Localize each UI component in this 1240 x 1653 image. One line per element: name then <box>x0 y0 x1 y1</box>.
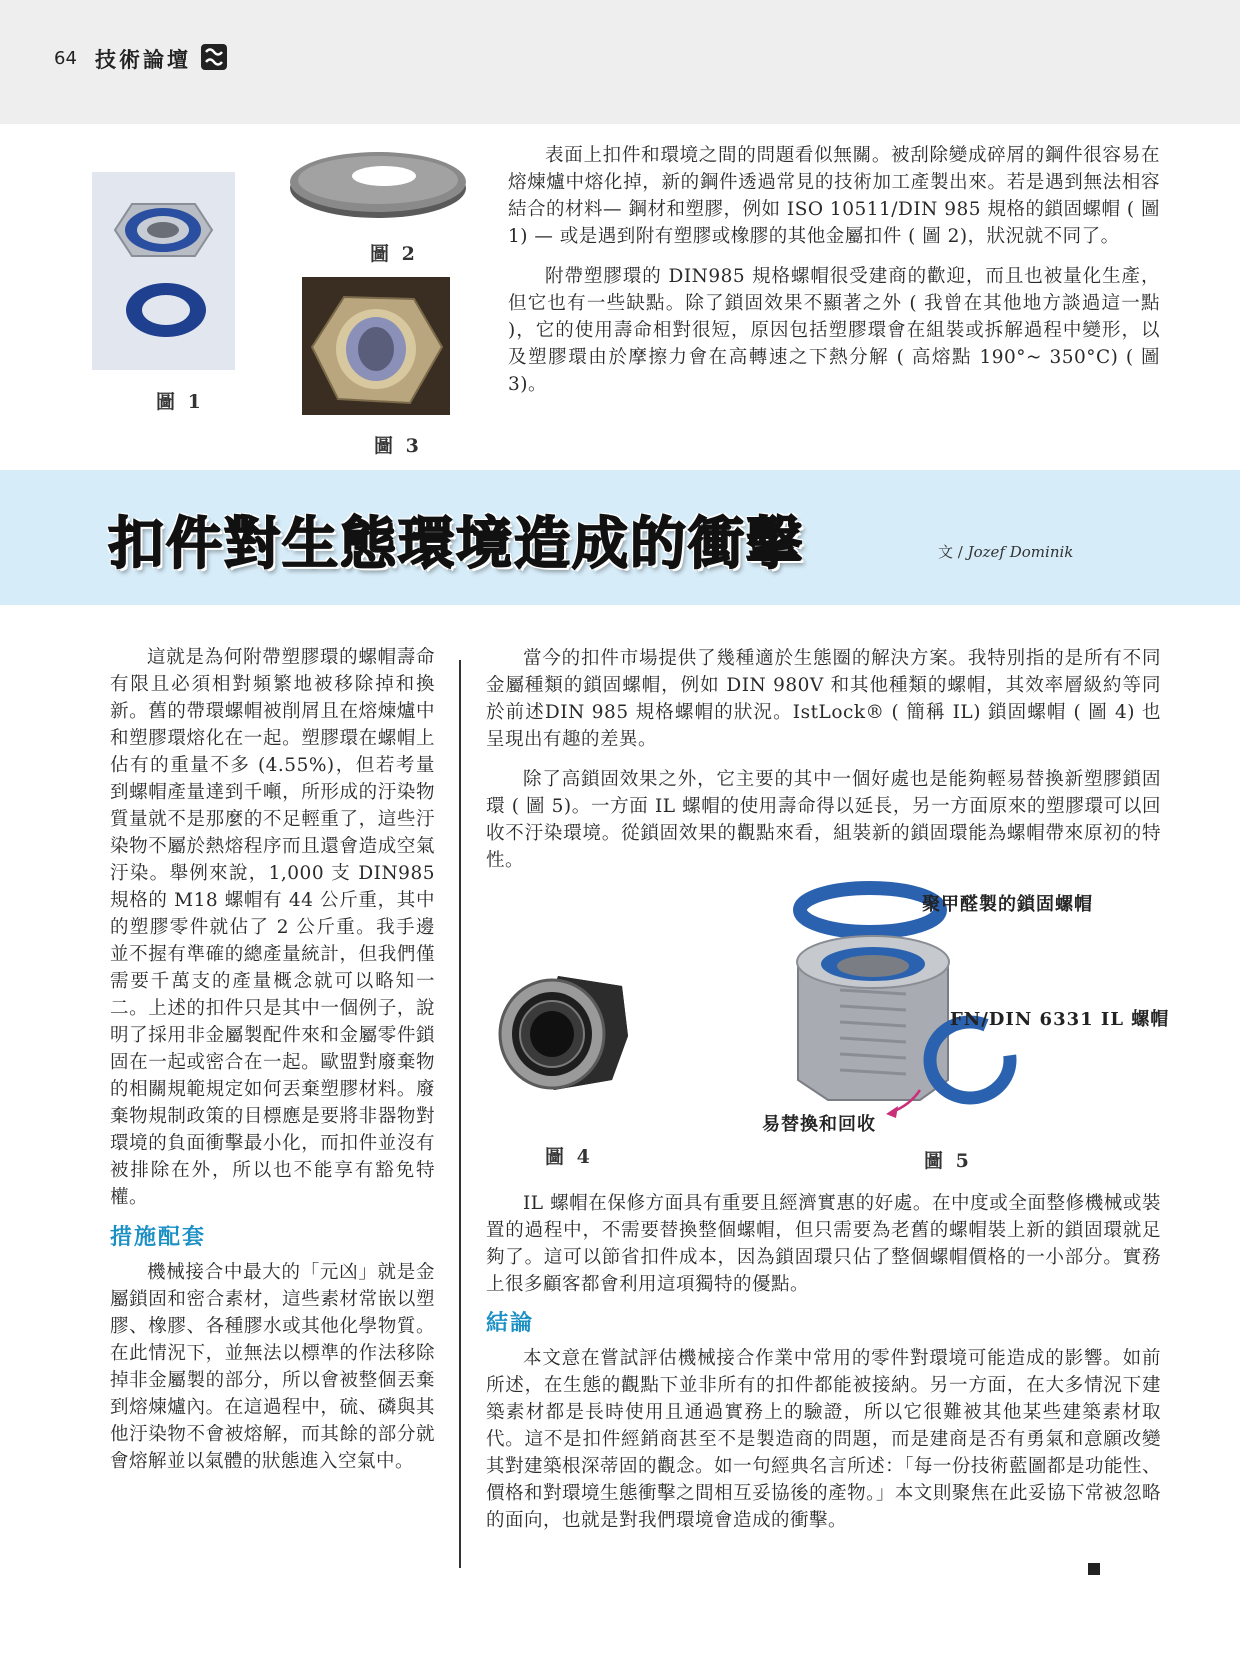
byline-prefix: 文 / <box>938 543 968 561</box>
figure-5-caption: 圖 5 <box>924 1150 972 1172</box>
right-column-middle <box>486 1190 1161 1311</box>
top-paragraph: 表面上扣件和環境之間的問題看似無關。被刮除變成碎屑的鋼件很容易在熔煉爐中熔化掉，新的鋼件透過常見的技術加工產製出來。若是遇到無法相容結合的材料— 鋼材和塑膠，例如 ISO 10511/DIN 985 規格的鎖固螺帽 ( 圖 1) — 或是遇到附有塑膠或橡膠的其他金屬扣件 ( 圖 2)，狀況就不同了。 <box>508 145 1160 247</box>
end-mark <box>1088 1563 1100 1575</box>
top-text <box>508 142 1160 411</box>
conclusion-subhead: 結論 <box>486 1311 535 1336</box>
right-paragraph: 當今的扣件市場提供了幾種適於生態圈的解決方案。我特別指的是所有不同金屬種類的鎖固螺帽，例如 DIN 980V 和其他種類的螺帽，其效率層級約等同於前述DIN 985 規格螺帽的狀況。IstLock® ( 簡稱 IL) 鎖固螺帽 ( 圖 4) 也呈現出有趣的差異。 <box>486 648 1161 750</box>
section-logo-icon <box>201 44 227 70</box>
left-column <box>110 644 435 1488</box>
figure-2-image <box>288 144 468 224</box>
right-column-conclusion <box>486 1311 1161 1547</box>
figure-3-caption: 圖 3 <box>374 435 422 457</box>
column-divider <box>459 660 461 1568</box>
figure-3-image <box>302 277 450 415</box>
figure-1-caption: 圖 1 <box>156 391 204 413</box>
byline <box>938 541 1073 562</box>
article-title: 扣件對生態環境造成的衝擊 <box>108 511 804 577</box>
figure-5-label-top: 聚甲醛製的鎖固螺帽 <box>922 894 1093 915</box>
page-number: 64 <box>54 48 77 69</box>
top-paragraph: 附帶塑膠環的 DIN985 規格螺帽很受建商的歡迎，而且也被量化生產，但它也有一些缺點。除了鎖固效果不顯著之外 ( 我曾在其他地方談過這一點 )，它的使用壽命相對很短，原因包括塑膠環會在組裝或拆解過程中變形，以及塑膠環由於摩擦力會在高轉速之下熱分解 ( 高熔點 190°~ 350°C) ( 圖 3)。 <box>508 266 1160 395</box>
figure-5-label-middle: FN/DIN 6331 IL 螺帽 <box>950 1009 1170 1030</box>
right-column-top <box>486 645 1161 887</box>
conclusion-paragraph: 本文意在嘗試評估機械接合作業中常用的零件對環境可能造成的影響。如前所述，在生態的觀點下並非所有的扣件都能被接納。另一方面，在大多情況下建築素材都是長時使用且通過實務上的驗證，所以它很難被其他某些建築素材取代。這不是扣件經銷商甚至不是製造商的問題，而是建商是否有勇氣和意願改變其對建築根深蒂固的觀念。如一句經典名言所述：「每一份技術藍圖都是功能性、價格和對環境生態衝擊之間相互妥協後的產物。」本文則聚焦在此妥協下常被忽略的面向，也就是對我們環境會造成的衝擊。 <box>486 1348 1161 1531</box>
author-name: Jozef Dominik <box>967 543 1074 561</box>
right-paragraph: 除了高鎖固效果之外，它主要的其中一個好處也是能夠輕易替換新塑膠鎖固環 ( 圖 5)。一方面 IL 螺帽的使用壽命得以延長，另一方面原來的塑膠環可以回收不汙染環境。從鎖固效果的觀點來看，組裝新的鎖固環能為螺帽帶來原初的特性。 <box>486 769 1161 871</box>
figure-5-label-bottom: 易替換和回收 <box>762 1114 876 1135</box>
maintenance-paragraph: IL 螺帽在保修方面具有重要且經濟實惠的好處。在中度或全面整修機械或裝置的過程中，不需要替換整個螺帽，但只需要為老舊的螺帽裝上新的鎖固環就足夠了。這可以節省扣件成本，因為鎖固環只佔了整個螺帽價格的一小部分。實務上很多顧客都會利用這項獨特的優點。 <box>486 1193 1161 1295</box>
figure-4-caption: 圖 4 <box>545 1146 593 1168</box>
section-name: 技術論壇 <box>95 48 191 72</box>
figure-1-image <box>92 172 235 370</box>
figure-4-image <box>496 972 630 1094</box>
measures-subhead: 措施配套 <box>110 1225 207 1250</box>
left-intro-paragraph: 這就是為何附帶塑膠環的螺帽壽命有限且必須相對頻繁地被移除掉和換新。舊的帶環螺帽被削屑且在熔煉爐中和塑膠環熔化在一起。塑膠環在螺帽上佔有的重量不多 (4.55%)，但若考量到螺帽產量達到千噸，所形成的汙染物質量就不是那麼的不足輕重了，這些汙染物不屬於熱熔程序而且還會造成空氣汙染。舉例來說，1,000 支 DIN985 規格的 M18 螺帽有 44 公斤重，其中的塑膠零件就佔了 2 公斤重。我手邊並不握有準確的總產量統計，但我們僅需要千萬支的產量概念就可以略知一二。上述的扣件只是其中一個例子，說明了採用非金屬製配件來和金屬零件鎖固在一起或密合在一起。歐盟對廢棄物的相關規範規定如何丟棄塑膠材料。廢棄物規制政策的目標應是要將非器物對環境的負面衝擊最小化，而扣件並沒有被排除在外，所以也不能享有豁免特權。 <box>110 647 435 1208</box>
measures-paragraph: 機械接合中最大的「元凶」就是金屬鎖固和密合素材，這些素材常嵌以塑膠、橡膠、各種膠水或其他化學物質。在此情況下，並無法以標準的作法移除掉非金屬製的部分，所以會被整個丟棄到熔煉爐內。在這過程中，硫、磷與其他汙染物不會被熔解，而其餘的部分就會熔解並以氣體的狀態進入空氣中。 <box>110 1262 435 1472</box>
figure-2-caption: 圖 2 <box>370 243 418 265</box>
